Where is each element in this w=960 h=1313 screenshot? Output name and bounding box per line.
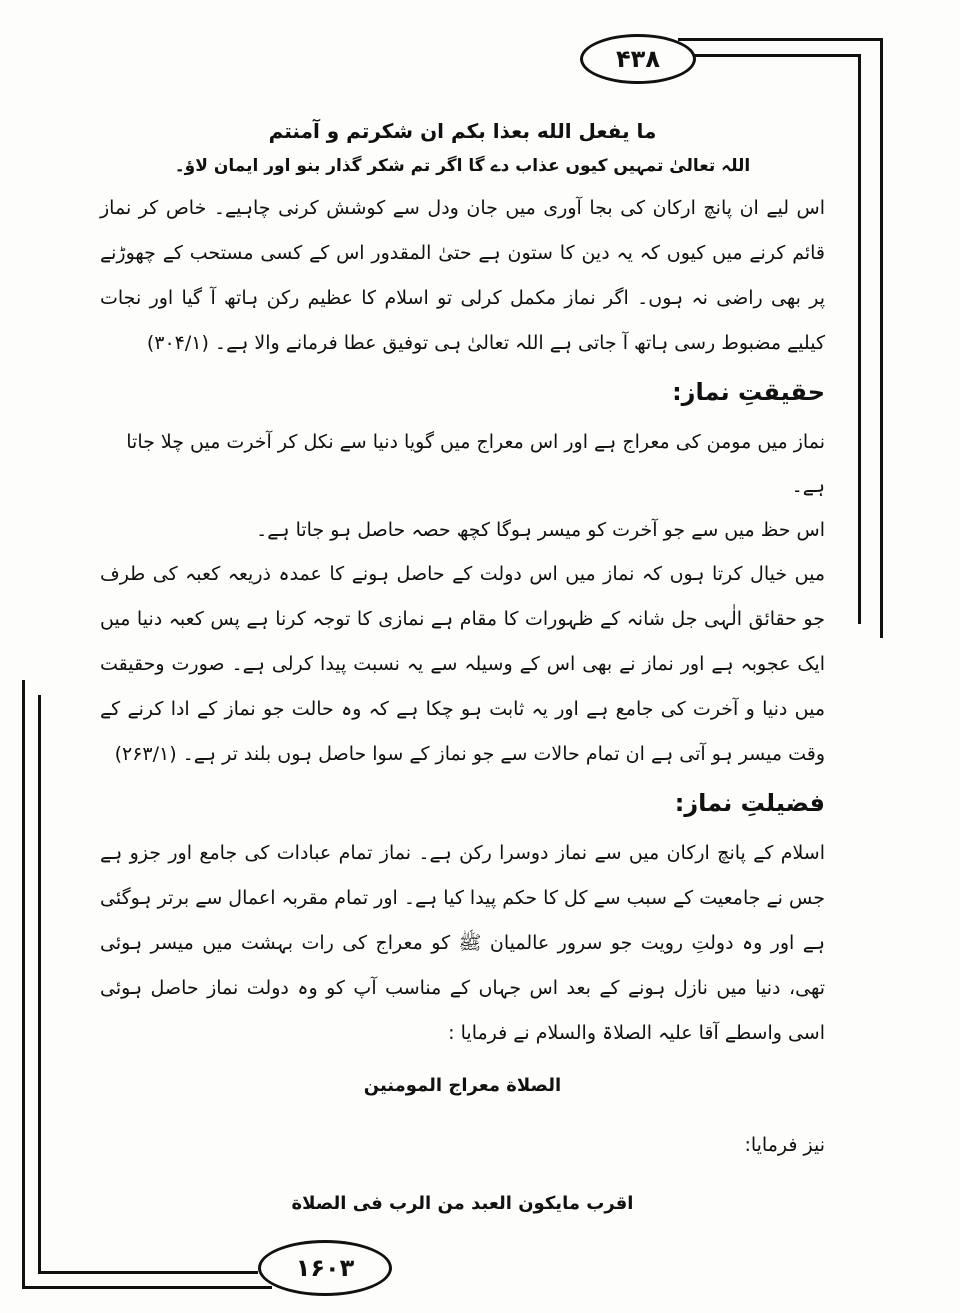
frame-right-line-inner xyxy=(858,54,861,624)
page-number-bottom: ۱۶۰۳ xyxy=(258,1240,392,1296)
frame-right-line-outer xyxy=(880,38,883,638)
intro-paragraph: اس لیے ان پانچ ارکان کی بجا آوری میں جان ودل سے کوشش کرنی چاہیے۔ خاص کر نماز قائم کرنے میں کیوں کہ یہ دین کا ستون ہے حتیٰ المقدور اس کے کسی مستحب کے چھوڑنے پر بھی راضی نہ ہوں۔ اگر نماز مکمل کرلی تو اسلام کا عظیم رکن ہاتھ آ گیا اور نجات کیلیے مضبوط رسی ہاتھ آ جاتی ہے اللہ تعالیٰ ہی توفیق عطا فرمانے والا ہے۔ (۳۰۴/۱) xyxy=(100,196,825,354)
section1-paragraph: میں خیال کرتا ہوں کہ نماز میں اس دولت کے حاصل ہونے کا عمدہ ذریعہ کعبہ کی طرف جو حقائق الٰہی جل شانہ کے ظہورات کا مقام ہے نمازی کا توجہ کرنا ہے پس کعبہ دنیا میں ایک عجوبہ ہے اور نماز نے بھی اس کے وسیلہ سے یہ نسبت پیدا کرلی ہے۔ صورت وحقیقت میں دنیا و آخرت کی جامع ہے اور یہ ثابت ہو چکا ہے کہ وہ حالت جو نماز کے ادا کرنے کے وقت میسر ہو آتی ہے ان تمام حالات سے جو نماز کے سوا حاصل ہوں بلند تر ہے۔ (۲۶۳/۱) xyxy=(100,562,825,765)
frame-bottom-line-inner xyxy=(38,1271,258,1274)
hadith-aqrab: اقرب مايكون العبد من الرب فى الصلاة xyxy=(291,1192,634,1214)
frame-left-line-inner xyxy=(38,695,41,1273)
hadith-salat-meraj: الصلاة معراج المومنين xyxy=(363,1074,562,1096)
section1-line2: اس حظ میں سے جو آخرت کو میسر ہوگا کچھ حصہ حاصل ہو جاتا ہے۔ xyxy=(256,518,825,541)
section1-line1: نماز میں مومن کی معراج ہے اور اس معراج میں گویا دنیا سے نکل کر آخرت میں چلا جاتا ہے۔ xyxy=(126,430,825,497)
page-content xyxy=(100,110,825,1234)
quran-verse-arabic: ما يفعل الله بعذا بكم ان شكرتم و آمنتم xyxy=(268,119,657,143)
frame-top-line-inner xyxy=(678,54,858,57)
frame-top-line-outer xyxy=(678,38,880,41)
also-said-label: نیز فرمایا: xyxy=(744,1133,825,1156)
quran-verse-translation: اللہ تعالیٰ تمہیں کیوں عذاب دے گا اگر تم شکر گذار بنو اور ایمان لاؤ۔ xyxy=(174,156,751,176)
section2-paragraph: اسلام کے پانچ ارکان میں سے نماز دوسرا رکن ہے۔ نماز تمام عبادات کی جامع اور جزو ہے جس نے جامعیت کے سبب سے کل کا حکم پیدا کیا ہے۔ اور تمام مقربہ اعمال سے برتر ہوگئی ہے اور وہ دولتِ رویت جو سرور عالمیان ﷺ کو معراج کی رات بہشت میں میسر ہوئی تھی، دنیا میں نازل ہونے کے بعد اس جہاں کے مناسب آپ کو وہ دولت نماز حاصل ہوئی اسی واسطے آقا علیہ الصلاۃ والسلام نے فرمایا : xyxy=(100,841,825,1044)
frame-left-line-outer xyxy=(22,680,25,1288)
section-heading-haqeeqat: حقیقتِ نماز: xyxy=(672,377,825,406)
section-heading-fazeelat: فضیلتِ نماز: xyxy=(674,788,825,817)
frame-bottom-line-outer xyxy=(22,1286,272,1289)
page-number-top: ۴۳۸ xyxy=(580,34,696,84)
